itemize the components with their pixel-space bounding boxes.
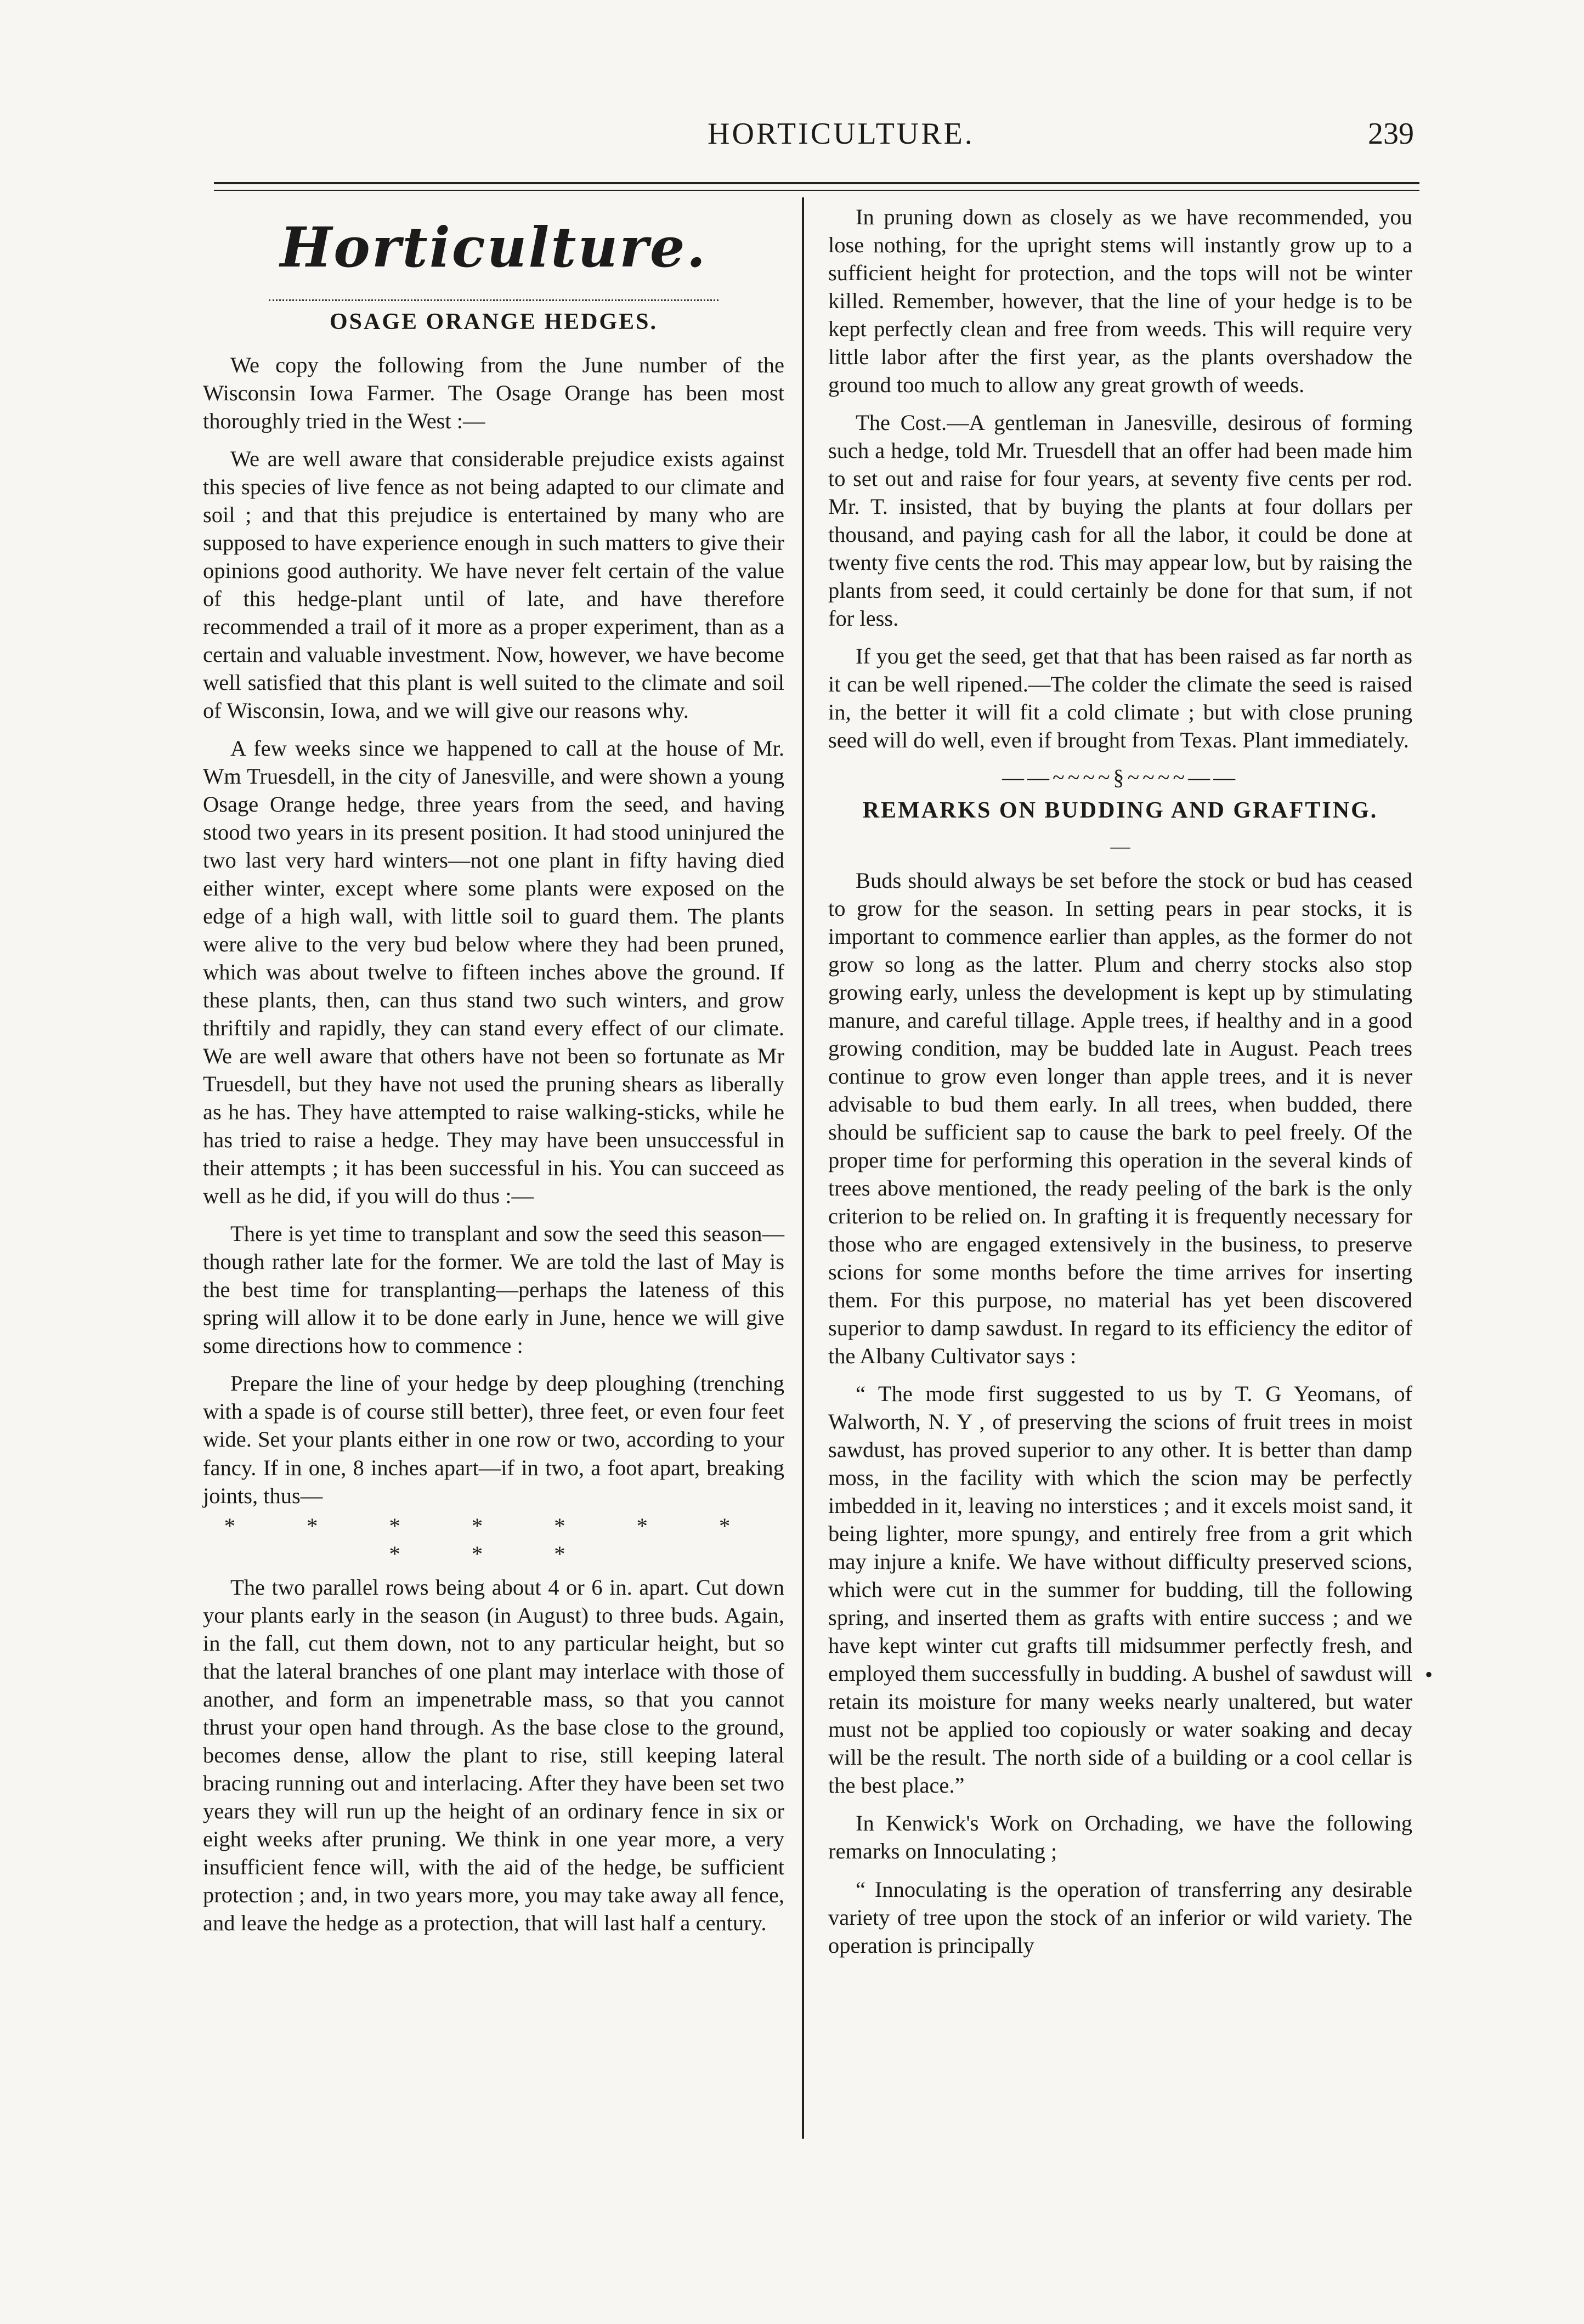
column-divider: [802, 197, 804, 2139]
paragraph: The Cost.—A gentleman in Janesville, desirous of forming such a hedge, told Mr. Truesdell that an offer had been made him to set out and raise for four years, at seventy five cents per rod. Mr. T. insisted, that by buying the plants at four dollars per thousand, and paying cash for all the labor, it could be done at twenty five cents the rod. This may appear low, but by raising the plants from seed, it could certainly be done for that sum, if not for less.: [828, 410, 1412, 631]
margin-dot: •: [1425, 1662, 1433, 1687]
paragraph: If you get the seed, get that that has been raised as far north as it can be well ripened.—The colder the climate the seed is raised in, the better it will fit a cold climate ; but with close pruning seed will do well, even if brought from Texas. Plant immediately.: [828, 644, 1412, 753]
article-title-osage: OSAGE ORANGE HEDGES.: [330, 309, 658, 335]
paragraph: Buds should always be set before the stock or bud has ceased to grow for the season. In setting pears in pear stocks, it is important to commence earlier than apples, as the former do not grow so long as the latter. Plum and cherry stocks also stop growing early, unless the development is kept up by stimulating manure, and careful tillage. Apple trees, if healthy and in a good growing condition, may be budded late in August. Peach trees continue to grow even longer than apple trees, and it is never advisable to bud them early. In all trees, when budded, there should be sufficient sap to cause the bark to peel freely. Of the proper time for performing this operation in the several kinds of trees above mentioned, the ready peeling of the bark is the only criterion to be relied on. In grafting it is frequently necessary for those who are engaged extensively in the business, to preserve scions for some months before the time arrives for inserting them. For this purpose, no material has yet been discovered superior to damp sawdust. In regard to its efficiency the editor of the Albany Cultivator says :: [828, 868, 1412, 1369]
left-column: [203, 203, 784, 1937]
paragraph: The two parallel rows being about 4 or 6 in. apart. Cut down your plants early in the season (in August) to three buds. Again, in the fall, cut them down, not to any particular height, but so that the lateral branches of one plant may interlace with those of another, and form an impenetrable mass, so that you cannot thrust your open hand through. As the base close to the ground, becomes dense, allow the plant to rise, still keeping lateral bracing running out and interlacing. After they have been set two years they will run up the height of an ordinary fence in six or eight weeks after pruning. We think in one year more, a very insufficient fence will, with the aid of the hedge, be sufficient protection ; and, in two years more, you may take away all fence, and leave the hedge as a protection, that will last half a century.: [203, 1574, 784, 1935]
right-column: [828, 203, 1412, 1959]
department-title: Horticulture.: [280, 215, 708, 280]
paragraph: A few weeks since we happened to call at the house of Mr. Wm Truesdell, in the city of Janesville, and were shown a young Osage Orange hedge, three years from the seed, and having stood two years in its present position. It had stood uninjured the two last very hard winters—not one plant in fifty having died either winter, except where some plants were exposed on the edge of a high wall, with little soil to guard them. The plants were alive to the very bud below where they had been pruned, which was about twelve to fifteen inches above the ground. If these plants, then, can thus stand two such winters, and grow thriftily and rapidly, they can stand every effect of our climate. We are well aware that others have not been so fortunate as Mr Truesdell, but they have not used the pruning shears as liberally as he has. They have attempted to raise walking-sticks, while he has tried to raise a hedge. They may have been unsuccessful in their attempts ; it has been successful in his. You can succeed as well as he did, if you will do thus :—: [203, 736, 784, 1209]
paragraph: There is yet time to transplant and sow the seed this season—though rather late for the former. We are told the last of May is the best time for transplanting—perhaps the lateness of this spring will allow it to be done early in June, hence we will give some directions how to commence :: [203, 1221, 784, 1358]
paragraph: “ The mode first suggested to us by T. G Yeomans, of Walworth, N. Y , of preserving the scions of fruit trees in moist sawdust, has proved superior to any other. It is better than damp moss, in the facility with which the scion may be perfectly imbedded in it, leaving no interstices ; and it excels moist sand, it being lighter, more spungy, and entirely free from a grit which may injure a knife. We have without difficulty preserved scions, which were cut in the summer for budding, till the following spring, and inserted them as grafts with entire success ; and we have kept winter cut grafts till midsummer perfectly fresh, and employed them successfully in budding. A bushel of sawdust will retain its moisture for many weeks nearly unaltered, but water must not be applied too copiously or water soaking and decay will be the result. The north side of a building or a cool cellar is the best place.”: [828, 1381, 1412, 1798]
paragraph: We are well aware that considerable prejudice exists against this species of live fence as not being adapted to our climate and soil ; and that this prejudice is entertained by many who are supposed to have experience enough in such matters to give their opinions good authority. We have never felt certain of the value of this hedge-plant until of late, and have therefore recommended a trail of it more as a proper experiment, than as a certain and valuable investment. Now, however, we have become well satisfied that this plant is well suited to the climate and soil of Wisconsin, Iowa, and we will give our reasons why.: [203, 446, 784, 723]
paragraph: “ Innoculating is the operation of transferring any desirable variety of tree upon the stock of an inferior or wild variety. The operation is principally: [828, 1877, 1412, 1958]
header-rule-thin: [214, 190, 1419, 191]
paragraph: We copy the following from the June number of the Wisconsin Iowa Farmer. The Osage Orange has been most thoroughly tried in the West :—: [203, 352, 784, 433]
running-head: [0, 116, 1584, 160]
section-flourish: ——~~~~§~~~~——: [1002, 765, 1239, 790]
paragraph: In Kenwick's Work on Orchading, we have the following remarks on Innoculating ;: [828, 1811, 1412, 1864]
article-title-budding: REMARKS ON BUDDING AND GRAFTING.: [862, 797, 1378, 823]
page-number: 239: [1368, 117, 1414, 151]
star-row: * * * * * * * * * *: [224, 1513, 763, 1566]
title-dash: —: [1110, 835, 1130, 857]
paragraph: Prepare the line of your hedge by deep ploughing (trenching with a spade is of course still better), three feet, or even four feet wide. Set your plants either in one row or two, according to your fancy. If in one, 8 inches apart—if in two, a foot apart, breaking joints, thus—: [203, 1371, 784, 1508]
running-title: HORTICULTURE.: [708, 117, 975, 151]
paragraph: In pruning down as closely as we have recommended, you lose nothing, for the upright stems will instantly grow up to a sufficient height for protection, and the tops will not be winter killed. Remember, however, that the line of your hedge is to be kept perfectly clean and free from weeds. This will require very little labor after the first year, as the plants overshadow the ground too much to allow any great growth of weeds.: [828, 205, 1412, 398]
header-rule: [214, 182, 1419, 184]
wavy-rule: [269, 287, 719, 301]
